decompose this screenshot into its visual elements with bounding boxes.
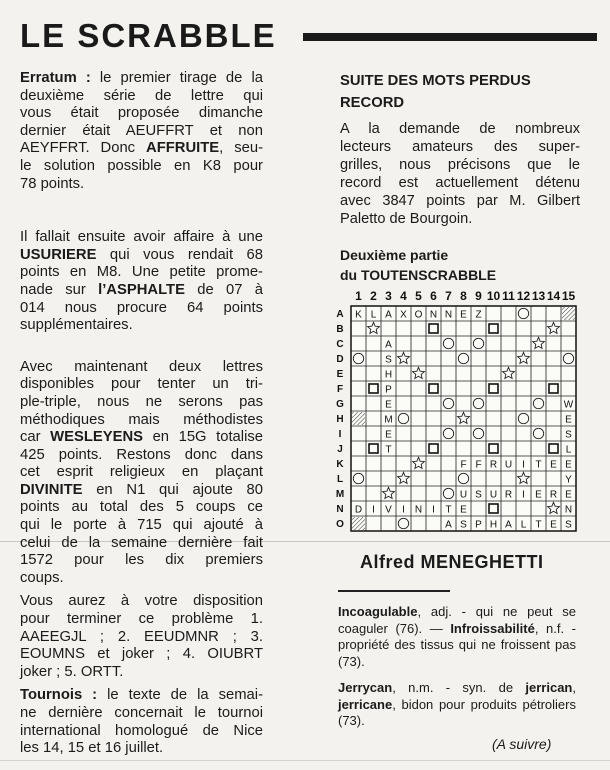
board-letter: W	[563, 399, 574, 411]
board-letter: I	[522, 459, 525, 471]
board-letter: U	[489, 489, 498, 501]
board-letter: N	[429, 309, 438, 321]
board-letter: U	[459, 489, 468, 501]
column-label: 2	[370, 289, 377, 303]
board-letter: F	[475, 459, 482, 471]
board-letter: S	[460, 519, 467, 531]
board-letter: A	[445, 519, 452, 531]
row-label: N	[336, 504, 344, 515]
tirages-paragraph: Vous aurez à votre disposition pour terminer ce problème 1. AAEEGJL ; 2. EEUDMNR ; 3. EOUMNS et joker ; 4. OIUBRT joker ; 5. ORTT.	[20, 593, 263, 680]
column-label: 12	[516, 289, 531, 303]
board-letter: S	[565, 519, 572, 531]
triple-word-square	[352, 412, 365, 425]
board-letter: E	[385, 399, 392, 411]
column-label: 8	[460, 289, 467, 303]
board-letter: I	[522, 489, 525, 501]
scrabble-grid	[333, 288, 578, 536]
board-letter: N	[444, 309, 453, 321]
board-letter: P	[385, 384, 392, 396]
page-header	[20, 16, 580, 56]
word-usuriere: USURIERE	[20, 246, 97, 263]
board-letter: E	[460, 309, 467, 321]
column-label: 6	[430, 289, 437, 303]
board-letter: R	[549, 489, 558, 501]
column-label: 9	[475, 289, 482, 303]
row-label: E	[336, 369, 344, 380]
board-letter: H	[384, 369, 393, 381]
column-label: 15	[561, 289, 576, 303]
author-name: Alfred MENEGHETTI	[360, 552, 544, 572]
board-letter: E	[550, 519, 557, 531]
board-letter: H	[489, 519, 498, 531]
row-label: L	[336, 474, 344, 485]
board-letter: A	[385, 339, 392, 351]
board-letter: X	[400, 309, 407, 321]
board-letter: D	[354, 504, 363, 516]
board-letter: Z	[475, 309, 482, 321]
board-letter: M	[384, 414, 393, 426]
tournois-paragraph: Tournois : le texte de la semai- ne dernière concernait le tournoi international homologué de Nice les 14, 15 et 16 juillet.	[20, 687, 263, 757]
to-be-continued: (A suivre)	[492, 736, 552, 752]
board-letter: E	[535, 489, 542, 501]
board-letter: A	[385, 309, 392, 321]
board-letter: I	[432, 504, 435, 516]
row-label: O	[336, 519, 344, 530]
board-letter: E	[565, 459, 572, 471]
definitions	[338, 604, 576, 730]
board-letter: T	[535, 519, 542, 531]
board-letter: I	[402, 504, 405, 516]
triple-word-square	[352, 517, 365, 530]
board-letter: E	[460, 504, 467, 516]
erratum-label: Erratum :	[20, 70, 91, 86]
board-letter: Y	[565, 474, 572, 486]
column-label: 11	[502, 289, 515, 303]
erratum-paragraph: Erratum : le premier tirage de la deuxième série de lettre qui vous était proposée dimanche dernier était AEUFFRT et non AEYFFRT. Donc AFFRUITE, seu- le solution possible en K8 pour 78 points.	[20, 70, 263, 192]
suite-paragraph: A la demande de nombreux lecteurs amateurs des super- grilles, nous précisons que le record est actuellement détenu avec 3847 points par M. Gilbert Paletto de Bourgoin.	[340, 121, 580, 227]
board-letter: U	[504, 459, 513, 471]
paper-fold	[0, 760, 610, 761]
board-letter: A	[505, 519, 512, 531]
board-letter: I	[372, 504, 375, 516]
column-label: 4	[400, 289, 407, 303]
row-label: H	[336, 414, 344, 425]
word-affruite: AFFRUITE	[146, 140, 220, 157]
right-column	[340, 70, 580, 228]
title-rule	[303, 33, 597, 41]
board-letter: L	[520, 519, 527, 531]
board-letter: L	[565, 444, 572, 456]
column-label: 7	[445, 289, 452, 303]
board-letter: F	[460, 459, 467, 471]
usuriere-paragraph: Il fallait ensuite avoir affaire à une USURIERE qui vous rendait 68 points en M8. Une petite prome- nade sur l’ASPHALTE de 07 à 014 nous procure 64 points supplémentaires.	[20, 229, 263, 334]
board-letter: S	[385, 354, 392, 366]
row-label: F	[336, 384, 344, 395]
row-label: A	[336, 309, 344, 320]
row-label: I	[338, 429, 342, 440]
board-letter: E	[565, 489, 572, 501]
board-letter: S	[565, 429, 572, 441]
definition-jerrycan: Jerrycan, n.m. - syn. de jerrican, jerricane, bidon pour produits pétroliers (73).	[338, 680, 576, 728]
board-letter: E	[565, 414, 572, 426]
author-rule	[338, 590, 450, 592]
row-label: C	[336, 339, 344, 350]
board-letter: R	[489, 459, 498, 471]
board-letter: S	[475, 489, 482, 501]
board-letter: T	[535, 459, 542, 471]
word-wesleyens: WESLEYENS	[50, 429, 144, 446]
board-letter: E	[550, 459, 557, 471]
column-label: 1	[355, 289, 362, 303]
word-asphalte: l’ASPHALTE	[98, 281, 185, 298]
row-label: K	[336, 459, 344, 470]
board-letter: P	[475, 519, 482, 531]
board-letter: R	[504, 489, 513, 501]
wesleyens-paragraph: Avec maintenant deux lettres disponibles pour tenter un tri- ple-triple, nous ne serons pas méthodiques mais méthodistes car WESLEYENS en 15G totalise 425 points. Restons donc dans cet esprit religieux en plaçant DIVINITE en N1 qui ajoute 80 points au total des 5 coups ce qui le porte à 715 qui ajouté à celui de la semaine dernière fait 1572 pour les dix premiers coups.	[20, 358, 263, 586]
row-label: G	[336, 399, 344, 410]
left-column	[20, 70, 263, 758]
triple-word-square	[562, 307, 575, 320]
board-letter: K	[355, 309, 362, 321]
row-label: M	[335, 489, 345, 500]
column-label: 13	[531, 289, 546, 303]
board-letter: N	[564, 504, 573, 516]
row-label: B	[336, 324, 344, 335]
board-letter: T	[385, 444, 392, 456]
board-heading: Deuxième partie du TOUTENSCRABBLE	[340, 247, 497, 283]
suite-heading: SUITE DES MOTS PERDUS RECORD	[340, 73, 531, 111]
column-label: 10	[486, 289, 501, 303]
tournois-label: Tournois :	[20, 687, 98, 704]
board-letter: L	[370, 309, 377, 321]
board-letter: E	[385, 429, 392, 441]
column-label: 3	[385, 289, 392, 303]
board-letter: T	[445, 504, 452, 516]
word-divinite: DIVINITE	[20, 481, 83, 498]
board-letter: O	[414, 309, 423, 321]
page-title: LE SCRABBLE	[20, 17, 277, 54]
row-label: D	[336, 354, 344, 365]
column-label: 14	[546, 289, 561, 303]
board-letter: V	[385, 504, 392, 516]
column-label: 5	[415, 289, 422, 303]
scrabble-board	[333, 288, 578, 541]
board-letter: N	[414, 504, 423, 516]
row-label: J	[337, 444, 343, 455]
definition-incoagulable: Incoagulable, adj. - qui ne peut se coaguler (76). — Infroissabilité, n.f. - propriété des tissus qui ne froissent pas (73).	[338, 604, 576, 669]
